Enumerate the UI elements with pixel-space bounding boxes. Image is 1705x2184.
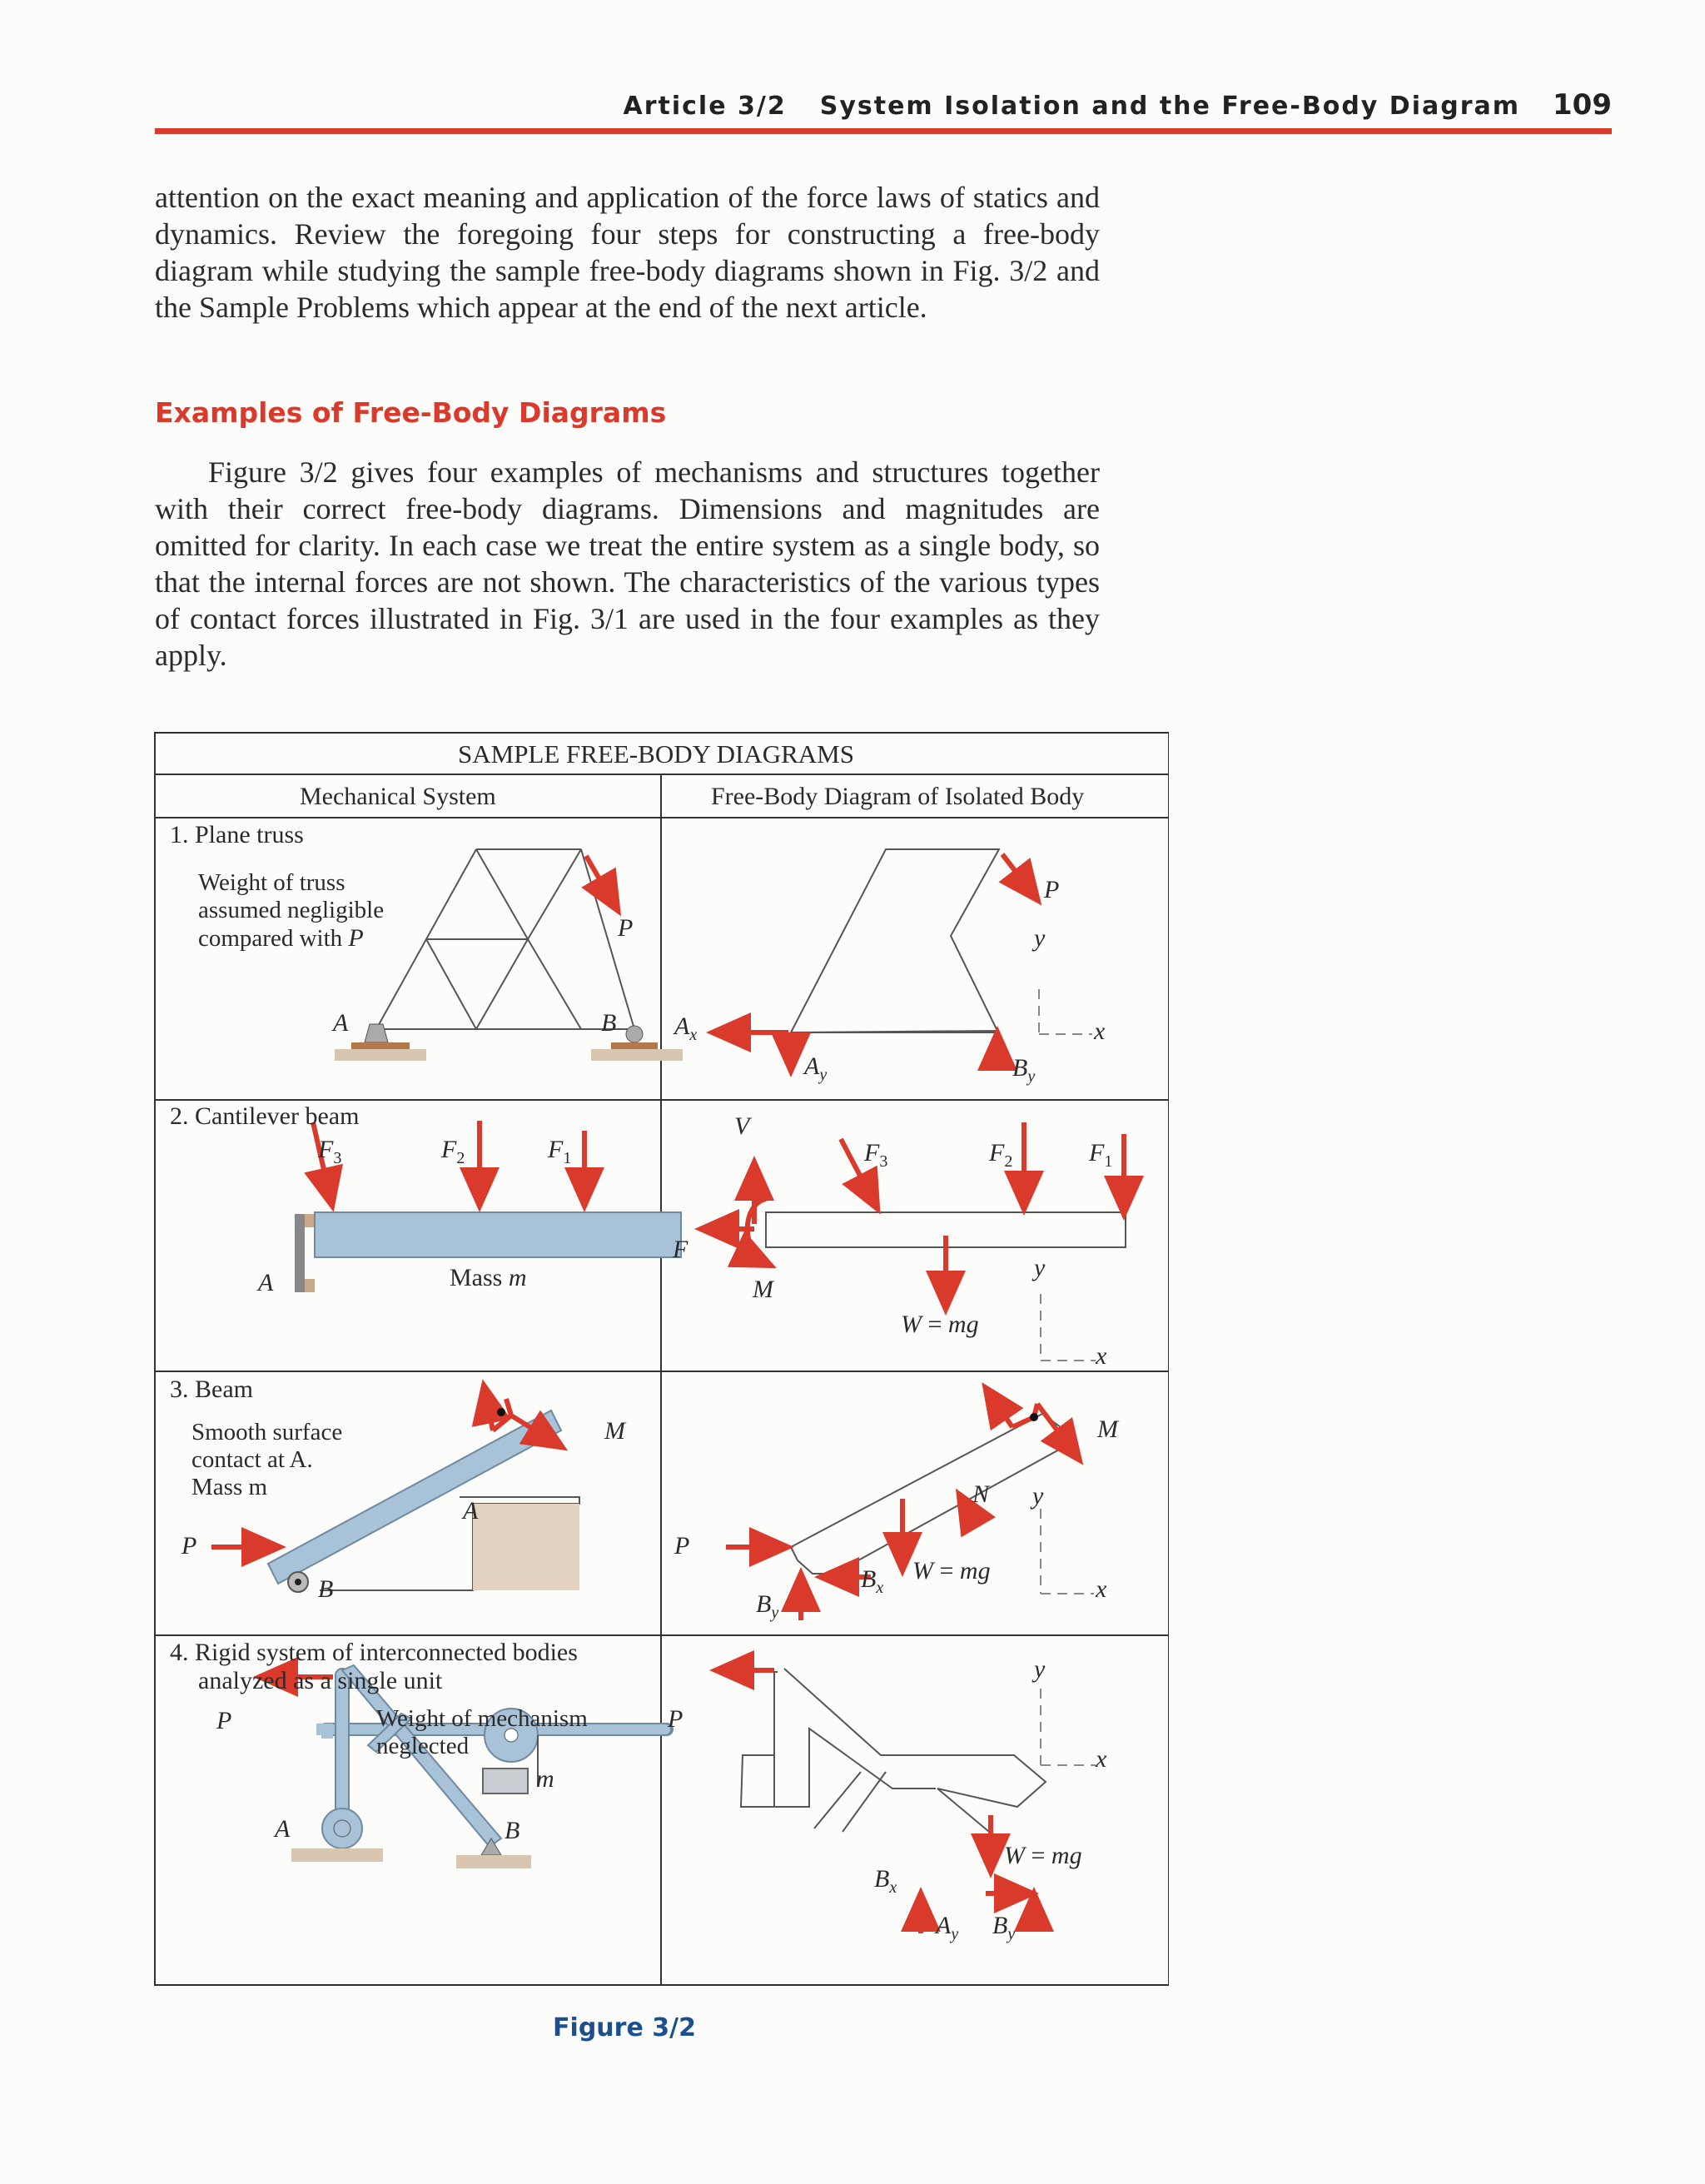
figure-title: SAMPLE FREE-BODY DIAGRAMS [458,739,854,769]
wall [295,1214,305,1292]
label-F2: $F_2$ [441,1136,465,1167]
fbd2-label-y: y [1034,1254,1046,1281]
fbd2-label-F1: $F_1$ [1089,1139,1113,1171]
case-4-title-line2: analyzed as a single unit [198,1667,443,1694]
fbd3-label-P: P [674,1532,690,1560]
fbd2-label-F: F [673,1236,688,1263]
fbd2-label-F3: $F_3$ [864,1139,888,1171]
label-A-step: A [463,1497,479,1525]
axes-4 [1041,1689,1096,1765]
fbd3-label-Bx: $B_x$ [861,1565,884,1597]
label-A-wall: A [258,1269,274,1296]
label-m: m [536,1765,554,1793]
fbd2-label-x: x [1096,1342,1107,1370]
fbd4-label-By: $B_y$ [992,1912,1016,1943]
axes-1 [1039,989,1092,1034]
mechanism-fbd-outline [774,1669,1046,1840]
mechanism [263,1665,673,1868]
beam [315,1212,681,1257]
case-2-title: 2. Cantilever beam [170,1102,360,1130]
label-F3: $F_3$ [318,1136,342,1167]
label-P-beam: P [181,1532,197,1560]
column-header-mechanical-system: Mechanical System [300,783,496,810]
fbd4-label-x: x [1096,1745,1107,1773]
paragraph-intro: attention on the exact meaning and application of the force laws of statics and dynamics. Review the foregoing four steps for constructing a free-body diagram while studying the sample free-body diagrams shown in Fig. 3/2 and the Sample Problems which appear at the end of the next article. [155,181,1100,324]
fbd4-label-W: W = mg [1004,1842,1082,1869]
fbd1-label-y: y [1034,924,1046,952]
figure-sample-free-body-diagrams [152,731,1169,1990]
label-B: B [601,1009,617,1037]
truss-fbd-outline [791,849,999,1032]
label-A: A [333,1009,349,1037]
fbd3-label-W: W = mg [912,1557,991,1585]
label-B-pin: B [318,1575,334,1603]
fbd4-label-y: y [1034,1655,1046,1683]
fbd1-label-Ax: $A_x$ [674,1012,698,1044]
label-P-mechanism: P [216,1707,232,1734]
paragraph-examples: Figure 3/2 gives four examples of mechanisms and structures together with their correct free-body diagrams. Dimensions and magnitudes are omitted for clarity. In each case we treat the entire system as a single body, so that the internal forces are not shown. The characteristics of the various types of contact forces illustrated in Fig. 3/1 are used in the four examples as they apply. [155,455,1100,672]
fbd2-label-V: V [734,1112,750,1140]
fbd3-label-M: M [1097,1415,1118,1443]
label-mass: Mass m [450,1264,527,1291]
axes-2 [1041,1294,1096,1361]
case-1-note: Weight of truss assumed negligible compared with P [198,869,385,952]
fbd1-arrow-P [1002,854,1036,898]
fbd3-label-y: y [1032,1482,1044,1510]
label-M: M [604,1417,625,1445]
article-title: Article 3/2 System Isolation and the Free-Body Diagram [623,92,1520,121]
case-3-note: Smooth surface contact at A. Mass m [191,1419,343,1500]
fbd4-label-Bx: $B_x$ [874,1865,897,1897]
case-1-title: 1. Plane truss [170,821,304,848]
header-rule [155,128,1612,134]
fbd3-label-By: $B_y$ [756,1590,779,1622]
column-header-fbd: Free-Body Diagram of Isolated Body [711,783,1085,810]
case-4-note: Weight of mechanism neglected [376,1705,588,1759]
fbd1-label-By: $B_y$ [1012,1054,1036,1086]
fbd3-label-N: N [972,1480,990,1508]
fbd1-label-P: P [1044,876,1060,903]
axes-3 [1041,1509,1094,1594]
case-4-title: 4. Rigid system of interconnected bodies [170,1639,578,1666]
fbd2-label-W: W = mg [901,1311,979,1338]
label-B-mechanism: B [505,1817,520,1844]
fbd4-label-P: P [668,1705,683,1733]
label-F1: $F_1$ [548,1136,572,1167]
fbd2-label-F2: $F_2$ [989,1139,1013,1171]
fbd4-label-Ay: $A_y$ [936,1912,959,1943]
page-number: 109 [1553,88,1612,122]
label-P: P [618,914,634,942]
fbd1-label-Ay: $A_y$ [804,1052,828,1084]
fbd3-label-x: x [1096,1575,1107,1603]
fbd3-arrow-M [1037,1404,1077,1457]
fbd1-label-x: x [1094,1017,1106,1045]
section-heading: Examples of Free-Body Diagrams [155,396,667,429]
fbd2-label-M: M [753,1276,773,1303]
label-A-mechanism: A [275,1815,291,1843]
case-3-title: 3. Beam [170,1376,253,1403]
figure-caption: Figure 3/2 [553,2013,696,2042]
